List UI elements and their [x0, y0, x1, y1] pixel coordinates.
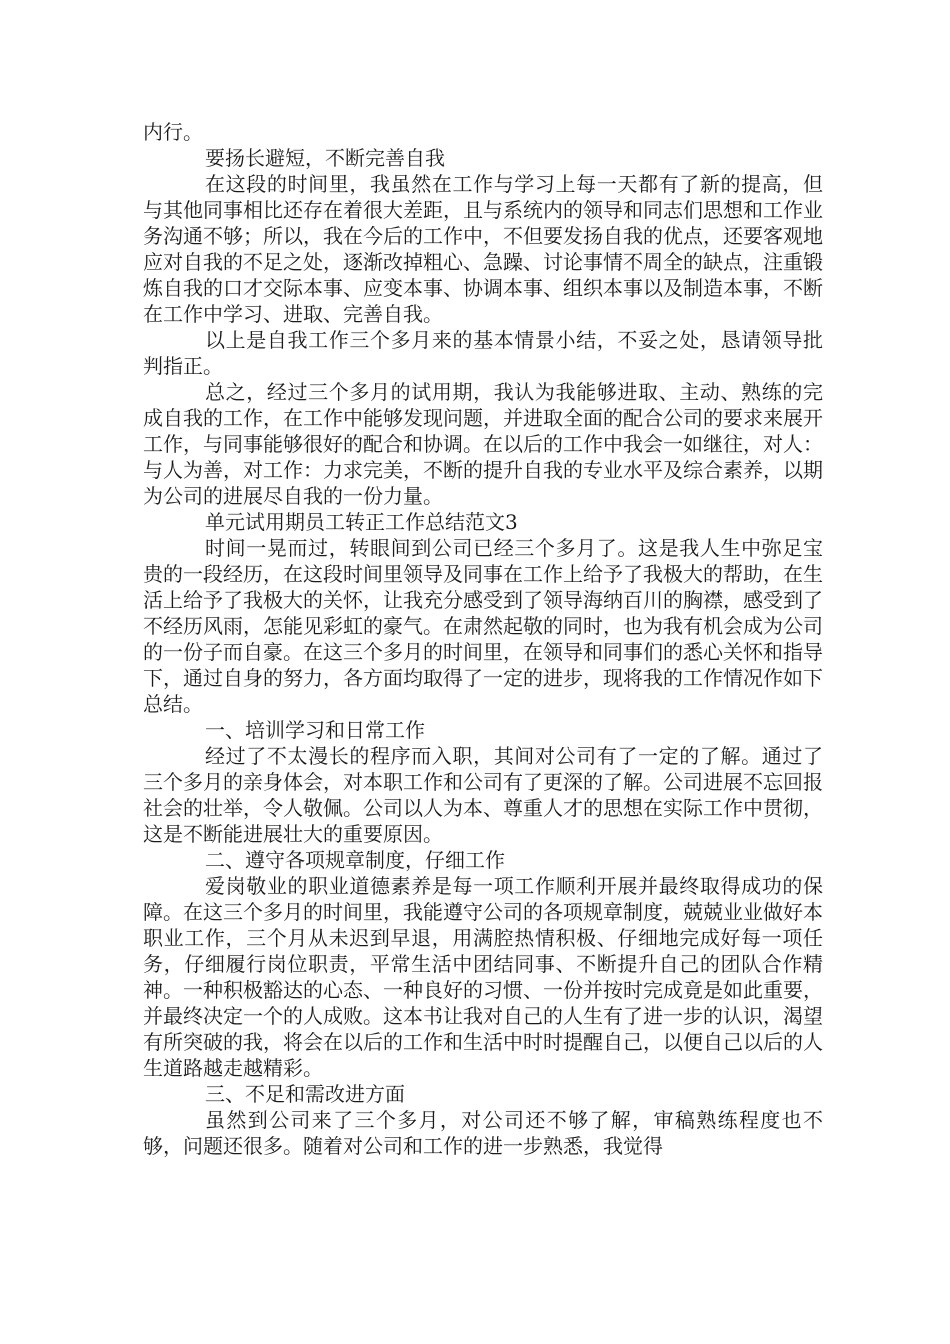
paragraph-body: 总之，经过三个多月的试用期，我认为我能够进取、主动、熟练的完成自我的工作，在工作中能够发现问题，并进取全面的配合公司的要求来展开工作，与同事能够很好的配合和协调。在以后的工作中我会一如继往，对人：与人为善，对工作：力求完美，不断的提升自我的专业水平及综合素养，以期为公司的进展尽自我的一份力量。 [143, 380, 823, 508]
paragraph-body: 经过了不太漫长的程序而入职，其间对公司有了一定的了解。通过了三个多月的亲身体会，对本职工作和公司有了更深的了解。公司进展不忘回报社会的壮举，令人敬佩。公司以人为本、尊重人才的思想在实际工作中贯彻，这是不断能进展壮大的重要原因。 [143, 744, 823, 846]
paragraph-body: 在这段的时间里，我虽然在工作与学习上每一天都有了新的提高，但与其他同事相比还存在着很大差距，且与系统内的领导和同志们思想和工作业务沟通不够；所以，我在今后的工作中，不但要发扬自我的优点，还要客观地应对自我的不足之处，逐渐改掉粗心、急躁、讨论事情不周全的缺点，注重锻炼自我的口才交际本事、应变本事、协调本事、组织本事以及制造本事，不断在工作中学习、进取、完善自我。 [143, 172, 823, 326]
paragraph-heading: 三、不足和需改进方面 [205, 1082, 405, 1106]
paragraph-body: 时间一晃而过，转眼间到公司已经三个多月了。这是我人生中弥足宝贵的一段经历，在这段时间里领导及同事在工作上给予了我极大的帮助，在生活上给予了我极大的关怀，让我充分感受到了领导海纳百川的胸襟，感受到了不经历风雨，怎能见彩虹的豪气。在肃然起敬的同时，也为我有机会成为公司的一份子而自豪。在这三个多月的时间里，在领导和同事们的悉心关怀和指导下，通过自身的努力，各方面均取得了一定的进步，现将我的工作情况作如下总结。 [143, 536, 823, 716]
paragraph-heading: 要扬长避短，不断完善自我 [205, 146, 445, 170]
paragraph-heading: 一、培训学习和日常工作 [205, 718, 425, 742]
paragraph-body: 虽然到公司来了三个多月，对公司还不够了解，审稿熟练程度也不够，问题还很多。随着对公司和工作的进一步熟悉，我觉得 [143, 1108, 823, 1158]
paragraph-heading: 二、遵守各项规章制度，仔细工作 [205, 848, 505, 872]
paragraph-body: 以上是自我工作三个多月来的基本情景小结，不妥之处，恳请领导批判指正。 [143, 328, 823, 378]
section-title: 单元试用期员工转正工作总结范文3 [205, 510, 518, 534]
paragraph-body: 爱岗敬业的职业道德素养是每一项工作顺利开展并最终取得成功的保障。在这三个多月的时间里，我能遵守公司的各项规章制度，兢兢业业做好本职业工作，三个月从未迟到早退，用满腔热情积极、仔细地完成好每一项任务，仔细履行岗位职责，平常生活中团结同事、不断提升自己的团队合作精神。一种积极豁达的心态、一种良好的习惯、一份并按时完成竟是如此重要，并最终决定一个的人成败。这本书让我对自己的人生有了进一步的认识，渴望有所突破的我，将会在以后的工作和生活中时时提醒自己，以便自己以后的人生道路越走越精彩。 [143, 874, 823, 1080]
document-page [143, 119, 823, 1159]
paragraph-continuation: 内行。 [143, 120, 203, 144]
